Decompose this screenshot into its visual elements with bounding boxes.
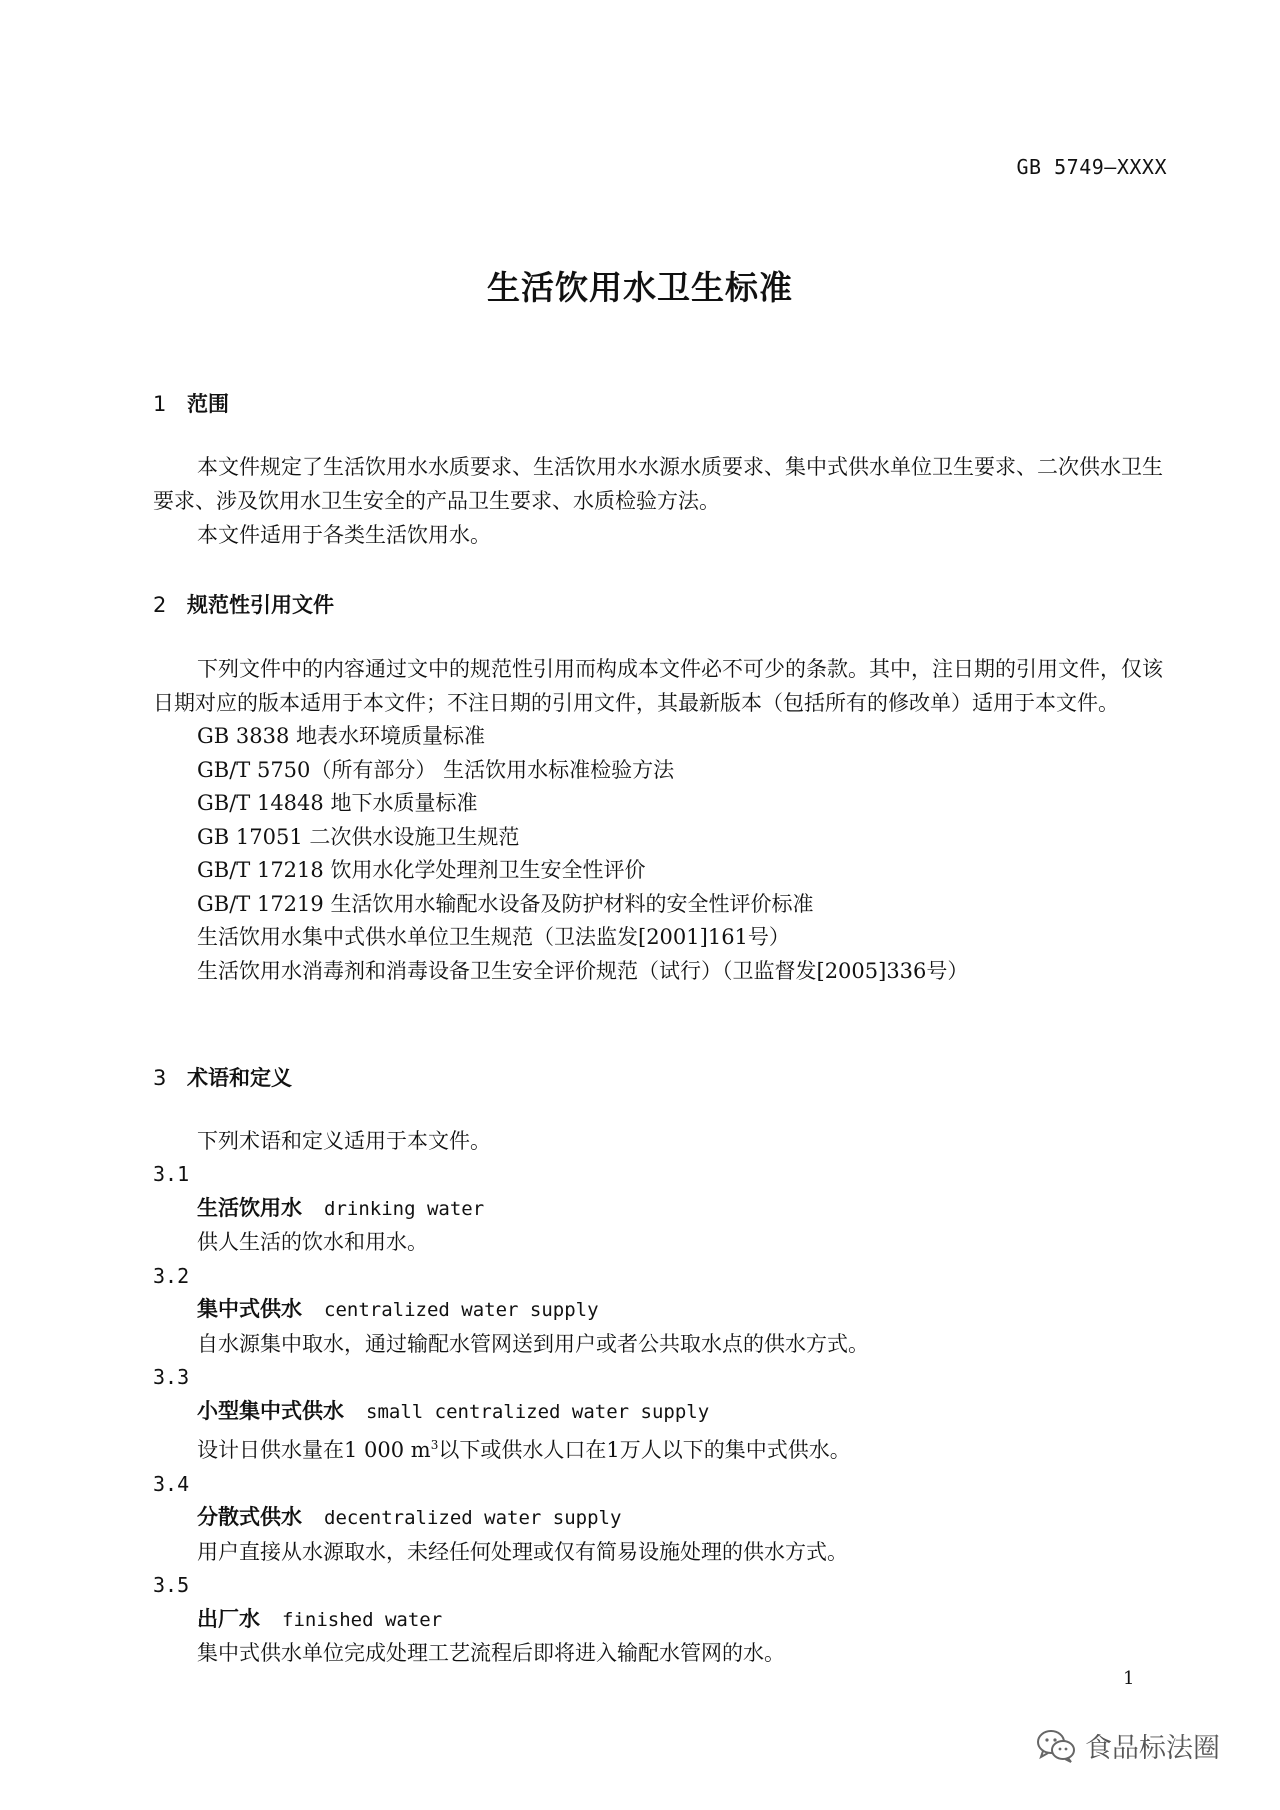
term-definition: 用户直接从水源取水，未经任何处理或仅有简易设施处理的供水方式。	[197, 1539, 848, 1564]
section-scope	[153, 388, 1163, 418]
section-number: 2	[153, 593, 167, 617]
term-definition-part: 设计日供水量在1 000 m	[197, 1438, 431, 1462]
term-english: small centralized water supply	[366, 1400, 710, 1423]
paragraph: 下列术语和定义适用于本文件。	[197, 1129, 491, 1153]
term-definition: 自水源集中取水，通过输配水管网送到用户或者公共取水点的供水方式。	[197, 1331, 869, 1356]
section-number: 3	[153, 1066, 167, 1090]
section-normative-references	[153, 589, 1163, 619]
section-terms	[153, 1062, 1163, 1092]
term-number: 3.3	[153, 1365, 190, 1389]
section-title: 范围	[187, 392, 229, 416]
reference-item: GB 17051 二次供水设施卫生规范	[197, 824, 520, 849]
watermark	[1035, 1726, 1220, 1765]
standard-code: GB 5749—XXXX	[1016, 155, 1167, 179]
reference-item: 生活饮用水集中式供水单位卫生规范（卫法监发[2001]161号）	[197, 925, 790, 949]
wechat-icon	[1035, 1728, 1077, 1764]
reference-item: GB/T 17218 饮用水化学处理剂卫生安全性评价	[197, 858, 646, 882]
paragraph: 下列文件中的内容通过文中的规范性引用而构成本文件必不可少的条款。其中，注日期的引用文件，仅该日期对应的版本适用于本文件；不注日期的引用文件，其最新版本（包括所有的修改单）适用于本文件。	[153, 657, 1163, 715]
section-heading	[153, 1062, 1163, 1092]
reference-item: GB/T 14848 地下水质量标准	[197, 791, 478, 815]
section-scope-body	[153, 450, 1163, 552]
term-number: 3.4	[153, 1471, 190, 1496]
term-chinese: 集中式供水	[197, 1297, 302, 1321]
superscript: 3	[430, 1438, 439, 1452]
term-chinese: 出厂水	[197, 1606, 260, 1631]
term-english: centralized water supply	[324, 1299, 599, 1321]
reference-item: GB/T 5750（所有部分） 生活饮用水标准检验方法	[197, 757, 675, 782]
reference-list	[153, 720, 1163, 988]
term-heading	[153, 1395, 1163, 1430]
document-title: 生活饮用水卫生标准	[487, 268, 793, 307]
paragraph: 本文件规定了生活饮用水水质要求、生活饮用水水源水质要求、集中式供水单位卫生要求、二次供水卫生要求、涉及饮用水卫生安全的产品卫生要求、水质检验方法。	[153, 455, 1163, 513]
term-definition: 集中式供水单位完成处理工艺流程后即将进入输配水管网的水。	[197, 1641, 785, 1665]
section-heading	[153, 589, 1163, 619]
term-heading	[153, 1192, 1163, 1227]
page-number: 1	[1123, 1668, 1135, 1689]
term-number: 3.5	[153, 1573, 190, 1597]
term-chinese: 生活饮用水	[197, 1195, 302, 1220]
section-heading	[153, 388, 1163, 418]
section-title: 规范性引用文件	[187, 593, 334, 617]
term-english: finished water	[282, 1608, 443, 1631]
term-definition	[153, 1429, 1163, 1468]
term-chinese: 分散式供水	[197, 1505, 302, 1529]
paragraph: 本文件适用于各类生活饮用水。	[197, 523, 491, 547]
term-number: 3.2	[153, 1263, 190, 1288]
reference-item: GB 3838 地表水环境质量标准	[197, 724, 486, 748]
term-english: decentralized water supply	[324, 1507, 622, 1529]
term-definition-part: 以下或供水人口在1万人以下的集中式供水。	[438, 1438, 851, 1462]
section-references-body	[153, 652, 1163, 988]
term-chinese: 小型集中式供水	[197, 1398, 344, 1423]
reference-item: GB/T 17219 生活饮用水输配水设备及防护材料的安全性评价标准	[197, 891, 814, 916]
section-number: 1	[153, 392, 167, 416]
term-english: drinking water	[324, 1197, 485, 1220]
watermark-text: 食品标法圈	[1085, 1733, 1220, 1764]
term-heading	[153, 1603, 1163, 1638]
term-definition: 供人生活的饮水和用水。	[197, 1230, 428, 1254]
term-number: 3.1	[153, 1162, 190, 1186]
section-terms-body	[153, 1124, 1163, 1671]
section-title: 术语和定义	[187, 1066, 292, 1090]
term-heading	[153, 1501, 1163, 1536]
reference-item: 生活饮用水消毒剂和消毒设备卫生安全评价规范（试行）（卫监督发[2005]336号）	[197, 958, 969, 983]
term-heading	[153, 1293, 1163, 1328]
